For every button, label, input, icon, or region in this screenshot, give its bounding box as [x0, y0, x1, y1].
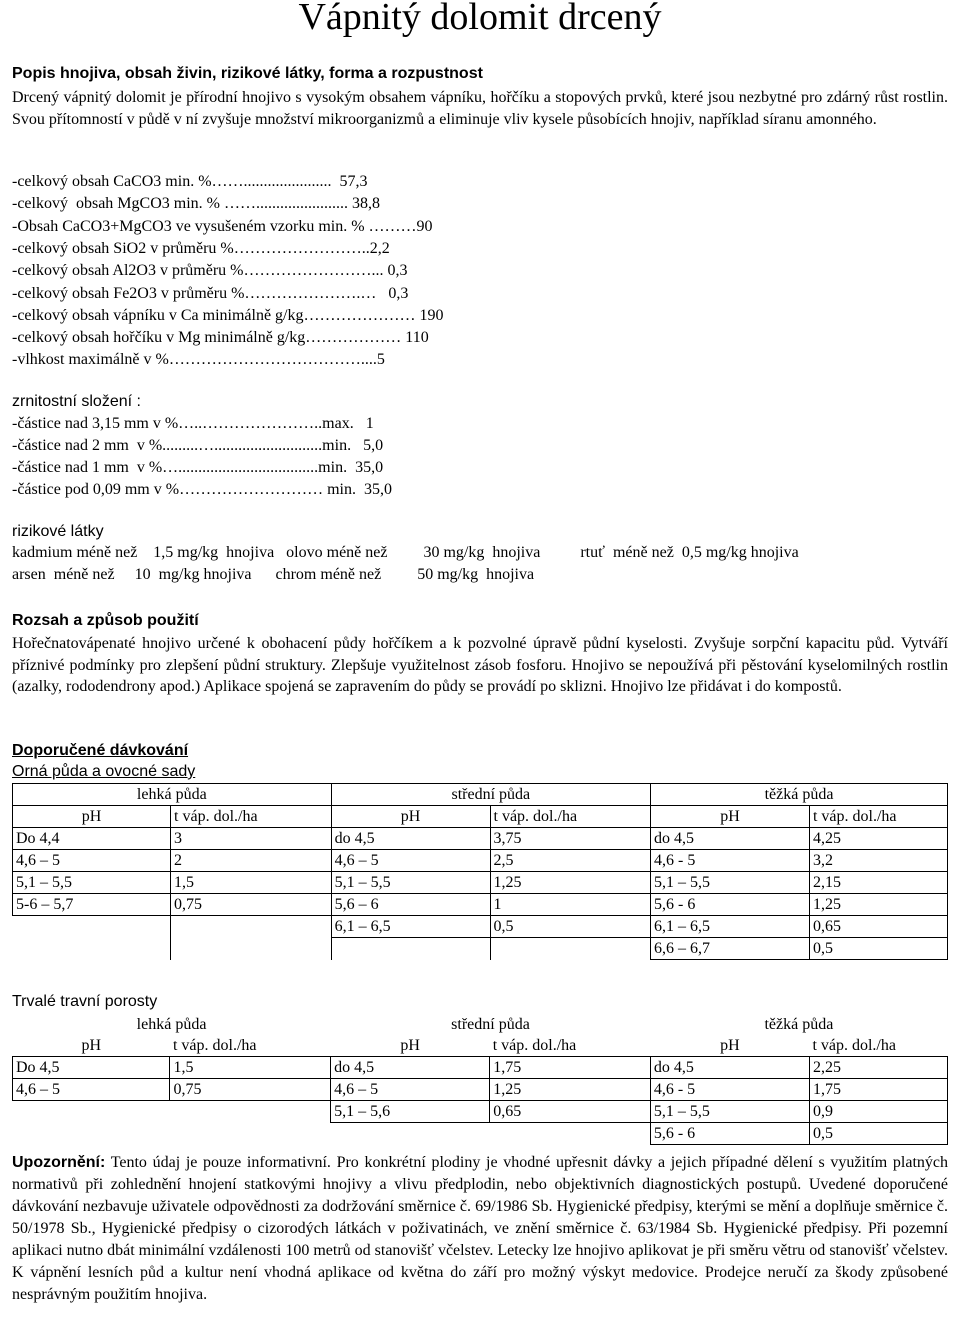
- table-cell: [331, 1123, 490, 1145]
- content-item: -celkový obsah SiO2 v průměru %……………………..2,2: [12, 239, 390, 257]
- table-cell: 5,1 – 5,5: [651, 872, 810, 894]
- column-header: pH: [400, 1037, 420, 1054]
- table-cell: 3,75: [490, 828, 651, 850]
- soil-type-header: střední půda: [331, 784, 650, 806]
- table-cell: 6,6 – 6,7: [651, 938, 810, 960]
- table-cell: [13, 1101, 170, 1123]
- table-cell: 0,5: [490, 916, 651, 938]
- table-cell: 1,25: [490, 872, 651, 894]
- table-cell: 5,6 – 6: [331, 894, 490, 916]
- table-cell: 4,6 – 5: [331, 1079, 490, 1101]
- column-header: pH: [720, 1037, 740, 1054]
- column-header: t váp. dol./ha: [490, 806, 651, 828]
- table-row: [13, 850, 948, 872]
- arable-dosage-table: [12, 783, 948, 960]
- column-header: t váp. dol./ha: [809, 806, 947, 828]
- grain-item: -částice nad 2 mm v %.........…...........................min. 5,0: [12, 437, 384, 454]
- table-cell: 0,65: [809, 916, 947, 938]
- soil-type-header: těžká půda: [764, 1016, 834, 1033]
- table-cell: do 4,5: [651, 828, 810, 850]
- grain-item: -částice nad 1 mm v %…...................................min. 35,0: [12, 459, 384, 476]
- table-cell: 0,75: [170, 1079, 331, 1101]
- table-row: [13, 938, 948, 960]
- table-cell: 0,75: [171, 894, 332, 916]
- column-header: pH: [331, 806, 490, 828]
- content-item: -Obsah CaCO3+MgCO3 ve vysušeném vzorku min. % ………90: [12, 217, 433, 235]
- table-cell: 4,6 – 5: [331, 850, 490, 872]
- dosage-heading: Doporučené dávkování: [12, 742, 189, 759]
- table-row: [13, 1057, 948, 1079]
- risk-row-2: arsen méně než 10 mg/kg hnojiva chrom méně než 50 mg/kg hnojiva: [12, 566, 535, 583]
- table-cell: 6,1 – 6,5: [331, 916, 490, 938]
- table-cell: 2,25: [809, 1057, 947, 1079]
- table-cell: 5,1 – 5,6: [331, 1101, 490, 1123]
- table-cell: 2,5: [490, 850, 651, 872]
- table-cell: do 4,5: [331, 1057, 490, 1079]
- table-cell: 6,1 – 6,5: [651, 916, 810, 938]
- column-header: pH: [651, 806, 810, 828]
- content-item: -celkový obsah Al2O3 v průměru %……………………... 0,3: [12, 262, 408, 280]
- table-row: [13, 1123, 948, 1145]
- table-cell: 2: [171, 850, 332, 872]
- table-cell: 2,15: [809, 872, 947, 894]
- content-item: -celkový obsah CaCO3 min. %……...................... 57,3: [12, 173, 368, 190]
- soil-type-header: lehká půda: [13, 784, 332, 806]
- table-cell: 0,9: [809, 1101, 947, 1123]
- table-cell: 3,2: [809, 850, 947, 872]
- table-row: [13, 916, 948, 938]
- table-cell: [170, 1123, 331, 1145]
- column-header: pH: [81, 1037, 102, 1054]
- usage-heading: Rozsah a způsob použití: [12, 612, 199, 629]
- grain-heading: zrnitostní složení :: [12, 393, 141, 410]
- table-cell: 5-6 – 5,7: [13, 894, 171, 916]
- warning-paragraph: [12, 1152, 948, 1306]
- usage-paragraph: Hořečnatovápenaté hnojivo určené k obohacení půdy hořčíkem a k pozvolné úpravě půdní kyselosti. Zvyšuje sorpční kapacitu půd. Vytváří příznivé podmínky pro zlepšení půdní struktury. Zlepšuje využitelnost zásob fosforu. Hnojivo se nepoužívá při pěstování kyselomilných rostlin (azalky, rododendrony apod.) Aplikace spojená se zapravením do půdy se provádí po sklizni. Hnojivo lze přidávat i do kompostů.: [12, 635, 948, 695]
- table-cell: 1: [490, 894, 651, 916]
- table-cell: [490, 938, 651, 960]
- content-item: -celkový obsah hořčíku v Mg minimálně g/kg……………… 110: [12, 329, 429, 347]
- column-header: t váp. dol./ha: [492, 1037, 577, 1054]
- table-cell: 1,5: [170, 1057, 331, 1079]
- table-row: [13, 872, 948, 894]
- table-cell: 4,6 – 5: [13, 1079, 170, 1101]
- risk-heading: rizikové látky: [12, 523, 104, 540]
- table-row: [13, 1101, 948, 1123]
- table-cell: 1,75: [490, 1057, 651, 1079]
- arable-label: Orná půda a ovocné sady: [12, 763, 196, 780]
- table-cell: [331, 938, 490, 960]
- table-cell: 4,6 - 5: [651, 850, 810, 872]
- table-cell: 4,25: [809, 828, 947, 850]
- table-row: [13, 828, 948, 850]
- table-cell: do 4,5: [331, 828, 490, 850]
- section-heading-description: Popis hnojiva, obsah živin, rizikové látky, forma a rozpustnost: [12, 65, 483, 82]
- risk-row-1: kadmium méně než 1,5 mg/kg hnojiva olovo méně než 30 mg/kg hnojiva rtuť méně než 0,5 mg/kg hnojiva: [12, 544, 799, 561]
- intro-paragraph: Drcený vápnitý dolomit je přírodní hnojivo s vysokým obsahem vápníku, hořčíku a stopových prvků, které jsou nezbytné pro zdárný růst rostlin. Svou přítomností v půdě v ní zvyšuje množství mikroorganizmů a eliminuje vliv kysele působících hnojiv, například síranu amonného.: [12, 89, 948, 128]
- table-cell: 5,1 – 5,5: [331, 872, 490, 894]
- table-cell: [13, 916, 171, 938]
- warning-text: Tento údaj je pouze informativní. Pro konkrétní plodiny je vhodné upřesnit dávky a jejich případné dělení s využitím platných normativů při zohlednění hnojení statkovými hnojivy a vlivu předplodin, nebo objektivních diagnostických postupů. Uvedené doporučené dávkování nezbavuje uživatele odpovědnosti za dodržování směrnice č. 69/1986 Sb. Hygienické předpisy, kterými se mění a doplňuje směrnice č. 50/1978 Sb., Hygienické předpisy o cizorodých látkách v poživatinách, ve znění směrnice č. 63/1984 Sb. Hygienické předpisy. Při pozemní aplikaci nutno dbát minimální vzdálenosti 100 metrů od stanovišť včelstev. Letecky lze hnojivo aplikovat je při směru větru od stanovišť včelstev. K vápnění lesních půd a kultur není vhodná aplikace od května do září pro možný výskyt medovice. Prodejce neručí za škody způsobené nesprávným použitím hnojiva.: [12, 1154, 948, 1303]
- table-cell: 1,25: [490, 1079, 651, 1101]
- table-cell: [490, 1123, 651, 1145]
- table-cell: do 4,5: [650, 1057, 809, 1079]
- table-cell: 4,6 - 5: [650, 1079, 809, 1101]
- table-cell: [171, 938, 332, 960]
- content-item: -celkový obsah Fe2O3 v průměru %………………….… 0,3: [12, 284, 409, 302]
- table-cell: 5,6 - 6: [651, 894, 810, 916]
- table-cell: 4,6 – 5: [13, 850, 171, 872]
- table-cell: 0,5: [809, 938, 947, 960]
- table-cell: 1,5: [171, 872, 332, 894]
- column-header: t váp. dol./ha: [172, 1037, 257, 1054]
- content-item: -vlhkost maximálně v %………………………………....5: [12, 351, 385, 369]
- table-cell: 0,65: [490, 1101, 651, 1123]
- soil-type-header: lehká půda: [136, 1016, 207, 1033]
- soil-type-header: těžká půda: [651, 784, 948, 806]
- table-cell: 3: [171, 828, 332, 850]
- content-item: -celkový obsah vápníku v Ca minimálně g/kg………………… 190: [12, 306, 444, 324]
- table-row: [13, 1079, 948, 1101]
- grass-dosage-table: [12, 1014, 948, 1145]
- table-row: [13, 894, 948, 916]
- column-header: t váp. dol./ha: [171, 806, 332, 828]
- soil-type-header: střední půda: [451, 1016, 530, 1033]
- grain-item: -částice pod 0,09 mm v %……………………… min. 35,0: [12, 481, 392, 498]
- table-cell: Do 4,4: [13, 828, 171, 850]
- column-header: t váp. dol./ha: [812, 1037, 896, 1054]
- table-cell: [13, 938, 171, 960]
- table-cell: 1,25: [809, 894, 947, 916]
- table-cell: 1,75: [809, 1079, 947, 1101]
- table-cell: 5,1 – 5,5: [13, 872, 171, 894]
- table-cell: [171, 916, 332, 938]
- grass-label: Trvalé travní porosty: [12, 993, 158, 1010]
- table-cell: Do 4,5: [13, 1057, 170, 1079]
- table-cell: 0,5: [809, 1123, 947, 1145]
- document-title: Vápnitý dolomit drcený: [298, 0, 662, 38]
- column-header: pH: [13, 806, 171, 828]
- table-cell: [13, 1123, 170, 1145]
- table-cell: [170, 1101, 331, 1123]
- warning-label: Upozornění:: [12, 1154, 106, 1171]
- table-cell: 5,1 – 5,5: [650, 1101, 809, 1123]
- content-item: -celkový obsah MgCO3 min. % ……....................... 38,8: [12, 195, 380, 213]
- table-cell: 5,6 - 6: [650, 1123, 809, 1145]
- grain-item: -částice nad 3,15 mm v %…..…………………..max. 1: [12, 415, 374, 432]
